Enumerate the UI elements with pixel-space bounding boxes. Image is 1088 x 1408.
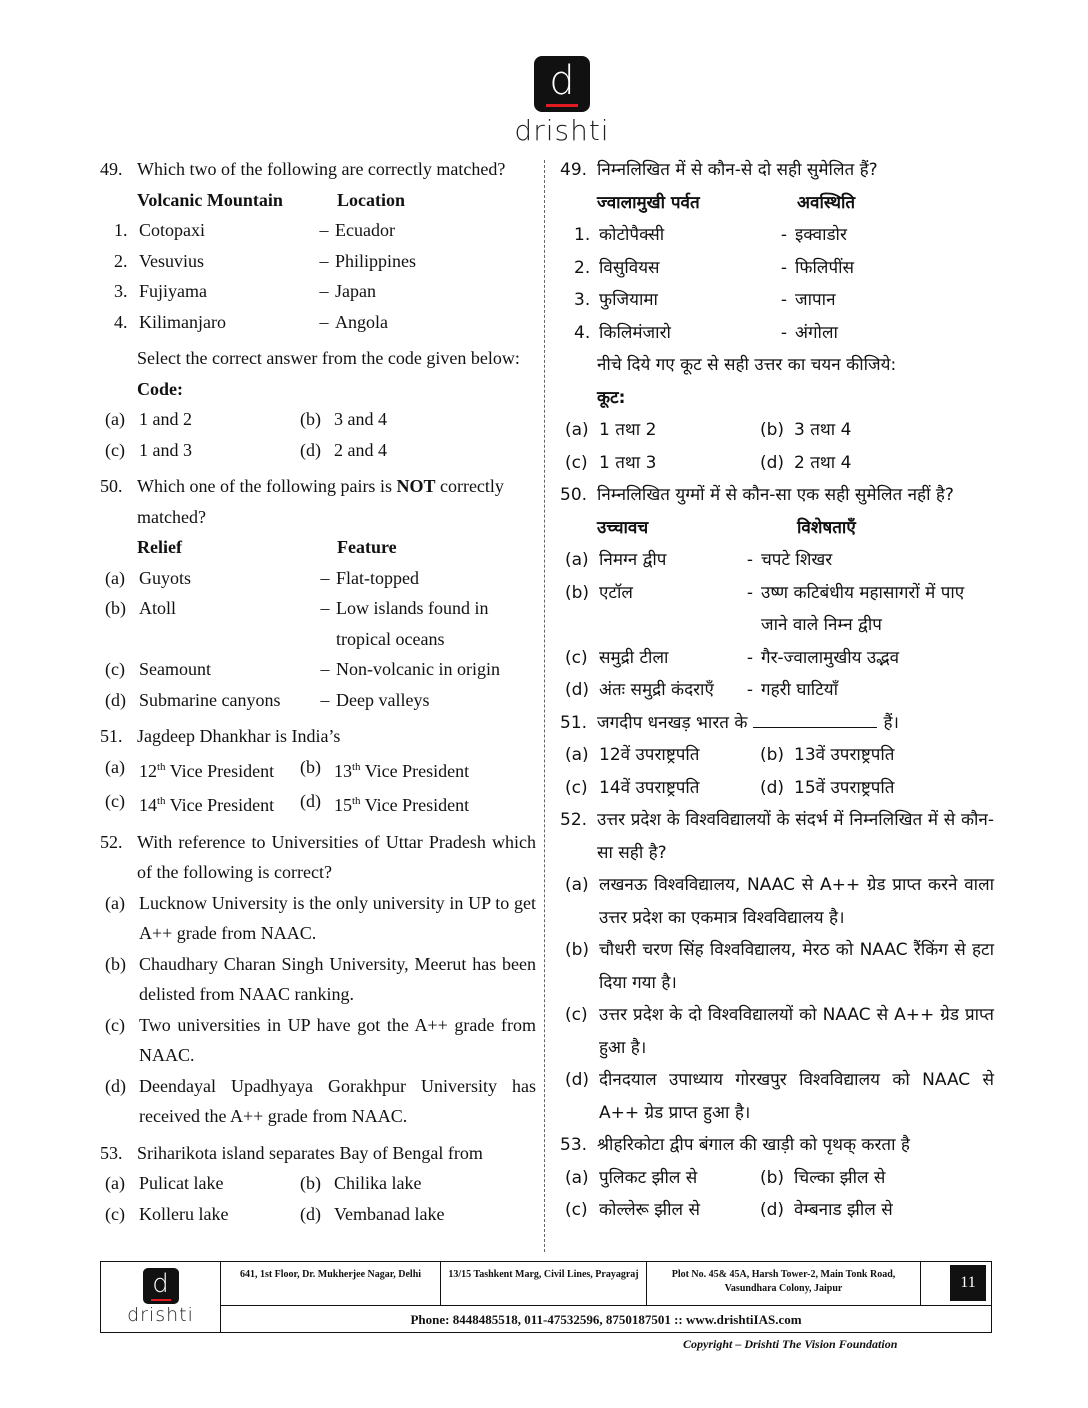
- brand-name: drishti: [514, 114, 610, 147]
- question-51: 51. Jagdeep Dhankhar is India’s: [100, 726, 341, 746]
- english-column: 49. Which two of the following are correctly matched? Volcanic Mountain Location 1. Cotopaxi – Ecuador 2. Vesuvius – Philippines 3. Fujiyama – Japan 4. Kilimanjaro – Angola Select the correct answer from the code given below: Code: (a) 1 and 2 (b) 3 and 4 (c) 1 and 3 (d) 2 and 4 50. Which one of the following pairs is NOT correctly matched? Relief Feature (a) Guyots – Flat-topped (b) Atoll – Low islands found in tropical oceans (c) Seamount – Non-volcanic in origin (d) Submarine canyons – Deep valleys 51. Jagdeep Dhankhar is India’s (a) 12th Vice President (b) 13th Vice President (c) 14th Vice President (d) 15th Vice President 52. With reference to Universities of Uttar Pradesh which of the following is correct? (a) Lucknow University is the only university in UP to get A++ grade from NAAC. (b) Chaudhary Charan Singh University, Meerut has been delisted from NAAC ranking. (c) Two universities in UP have got the A++ grade from NAAC. (d) Deendayal Upadhyaya Gorakhpur University has received the A++ grade from NAAC. 53. Sriharikota island separates Bay of Bengal from (a) Pulicat lake (b) Chilika lake (c) Kolleru lake (d) Vembanad lake: [100, 154, 536, 1229]
- logo-icon: d: [143, 1268, 179, 1304]
- question-49: 49. Which two of the following are correctly matched?: [100, 159, 506, 179]
- address-delhi: 641, 1st Floor, Dr. Mukherjee Nagar, Delhi: [221, 1262, 441, 1305]
- page-footer: [100, 1261, 992, 1333]
- address-jaipur: Plot No. 45& 45A, Harsh Tower-2, Main Tonk Road, Vasundhara Colony, Jaipur: [647, 1262, 921, 1305]
- footer-logo: d drishti: [101, 1262, 221, 1332]
- question-50: 50. Which one of the following pairs is NOT correctly matched?: [100, 476, 504, 527]
- header-logo: [512, 56, 612, 147]
- logo-icon: d: [534, 56, 590, 112]
- question-50-hi: 50. निम्नलिखित युग्मों में से कौन-सा एक सही सुमेलित नहीं है?: [560, 485, 954, 505]
- question-52: 52. With reference to Universities of Uttar Pradesh which of the following is correct?: [100, 831, 536, 882]
- question-52-hi: 52. उत्तर प्रदेश के विश्वविद्यालयों के संदर्भ में निम्नलिखित में से कौन-सा सही है?: [560, 810, 994, 863]
- contact-phone: Phone: 8448485518, 011-47532596, 8750187501 :: www.drishtiIAS.com: [410, 1312, 802, 1327]
- hindi-column: 49. निम्नलिखित में से कौन-से दो सही सुमेलित हैं? ज्वालामुखी पर्वत अवस्थिति 1. कोटोपैक्सी - इक्वाडोर 2. विसुवियस - फिलिपींस 3. फुजियामा - जापान 4. किलिमंजारो - अंगोला नीचे दिये गए कूट से सही उत्तर का चयन कीजिये: कूट: (a) 1 तथा 2 (b) 3 तथा 4 (c) 1 तथा 3 (d) 2 तथा 4 50. निम्नलिखित युग्मों में से कौन-सा एक सही सुमेलित नहीं है? उच्चावच विशेषताएँ (a) निमग्न द्वीप - चपटे शिखर (b) एटॉल - उष्ण कटिबंधीय महासागरों में पाए जाने वाले निम्न द्वीप (c) समुद्री टीला - गैर-ज्वालामुखीय उद्भव (d) अंतः समुद्री कंदराएँ - गहरी घाटियाँ 51. जगदीप धनखड़ भारत के हैं। (a) 12वें उपराष्ट्रपति (b) 13वें उपराष्ट्रपति (c) 14वें उपराष्ट्रपति (d) 15वें उपराष्ट्रपति 52. उत्तर प्रदेश के विश्वविद्यालयों के संदर्भ में निम्नलिखित में से कौन-सा सही है? (a) लखनऊ विश्वविद्यालय, NAAC से A++ ग्रेड प्राप्त करने वाला उत्तर प्रदेश का एकमात्र विश्वविद्यालय है। (b) चौधरी चरण सिंह विश्वविद्यालय, मेरठ को NAAC रैंकिंग से हटा दिया गया है। (c) उत्तर प्रदेश के दो विश्वविद्यालयों को NAAC से A++ ग्रेड प्राप्त हुआ है। (d) दीनदयाल उपाध्याय गोरखपुर विश्वविद्यालय को NAAC से A++ ग्रेड प्राप्त हुआ है। 53. श्रीहरिकोटा द्वीप बंगाल की खाड़ी को पृथक् करता है (a) पुलिकट झील से (b) चिल्का झील से (c) कोल्लेरू झील से (d) वेम्बनाड झील से: [560, 154, 994, 1227]
- question-53: 53. Sriharikota island separates Bay of Bengal from: [100, 1142, 483, 1163]
- question-49-hi: 49. निम्नलिखित में से कौन-से दो सही सुमेलित हैं?: [560, 160, 878, 180]
- address-prayagraj: 13/15 Tashkent Marg, Civil Lines, Prayagraj: [441, 1262, 647, 1305]
- page-number: 11: [950, 1265, 986, 1301]
- column-divider: [544, 160, 545, 1252]
- copyright: Copyright – Drishti The Vision Foundation: [683, 1337, 898, 1351]
- question-53-hi: 53. श्रीहरिकोटा द्वीप बंगाल की खाड़ी को पृथक् करता है: [560, 1135, 910, 1155]
- question-51-hi: 51. जगदीप धनखड़ भारत के हैं।: [560, 712, 899, 733]
